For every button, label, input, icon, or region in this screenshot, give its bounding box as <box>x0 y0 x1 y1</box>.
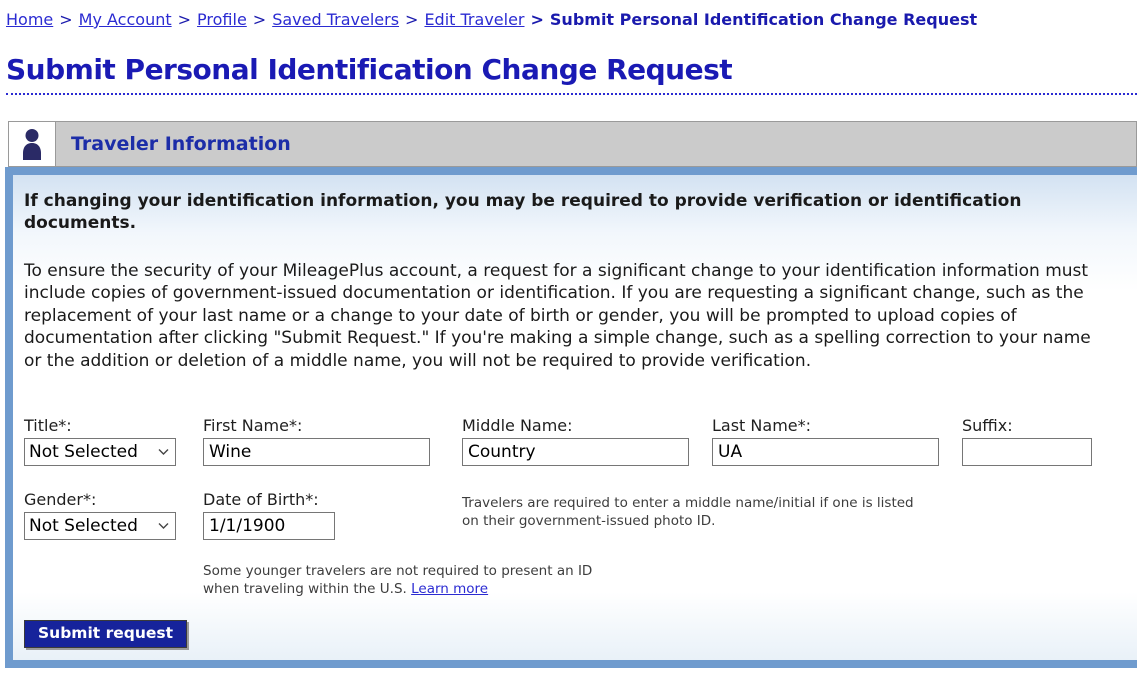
suffix-field-group <box>962 416 1094 466</box>
traveler-information-panel <box>5 167 1137 668</box>
breadcrumb-link-edit-traveler[interactable]: Edit Traveler <box>424 10 525 29</box>
verification-warning-text: If changing your identification information, you may be required to provide verification or identification documents. <box>24 191 1022 234</box>
breadcrumb-link-home[interactable]: Home <box>6 10 54 29</box>
breadcrumb-link-profile[interactable]: Profile <box>197 10 247 29</box>
last-name-label: Last Name*: <box>712 416 812 436</box>
title-field-group <box>24 416 203 466</box>
suffix-input[interactable] <box>962 438 1092 466</box>
younger-travelers-note-text: Some younger travelers are not required to present an ID when traveling within the U.S. <box>203 563 593 598</box>
section-header-bar <box>56 121 1137 167</box>
last-name-input[interactable] <box>712 438 939 466</box>
breadcrumb-separator: > <box>530 10 544 29</box>
gender-select-wrap <box>24 512 176 540</box>
breadcrumb-separator: > <box>252 10 267 29</box>
page-title: Submit Personal Identification Change Request <box>6 53 1137 95</box>
breadcrumb-link-saved-travelers[interactable]: Saved Travelers <box>272 10 400 29</box>
breadcrumb-separator: > <box>59 10 73 29</box>
middle-name-note: Travelers are required to enter a middle name/initial if one is listed on their government-issued photo ID. <box>462 495 914 530</box>
breadcrumb-current: Submit Personal Identification Change Request <box>549 10 978 29</box>
first-name-input[interactable] <box>203 438 430 466</box>
middle-name-input[interactable] <box>462 438 689 466</box>
title-select[interactable] <box>24 438 176 466</box>
security-explanation-text: To ensure the security of your MileagePlus account, a request for a significant change to your identification information must include copies of government-issued documentation or identification. If you are requesting a significant change, such as the replacement of your last name or a change to your date of birth or gender, you will be prompted to upload copies of documentation after clicking "Submit Request." If you're making a simple change, such as a spelling correction to your name or the addition or deletion of a middle name, you will not be required to provide verification. <box>24 260 1091 371</box>
first-name-label: First Name*: <box>203 416 303 436</box>
middle-name-field-group <box>462 416 712 466</box>
breadcrumb-separator: > <box>177 10 192 29</box>
submit-request-button[interactable]: Submit request <box>24 620 187 648</box>
breadcrumb <box>0 8 1137 29</box>
younger-travelers-note <box>203 562 603 598</box>
gender-field-group <box>24 490 203 540</box>
middle-name-label: Middle Name: <box>462 416 573 436</box>
title-select-wrap <box>24 438 176 466</box>
person-icon <box>8 121 56 167</box>
dob-input[interactable] <box>203 512 335 540</box>
traveler-information-header <box>8 121 1137 167</box>
first-name-field-group <box>203 416 462 466</box>
section-title: Traveler Information <box>71 133 291 155</box>
breadcrumb-separator: > <box>405 10 419 29</box>
learn-more-link[interactable]: Learn more <box>411 581 489 598</box>
breadcrumb-link-my-account[interactable]: My Account <box>78 10 172 29</box>
suffix-label: Suffix: <box>962 416 1013 436</box>
name-fields-row <box>24 416 1115 466</box>
title-label: Title*: <box>24 416 72 436</box>
middle-name-note-group <box>462 490 932 540</box>
gender-dob-row <box>24 490 1115 540</box>
dob-label: Date of Birth*: <box>203 490 319 510</box>
gender-select[interactable] <box>24 512 176 540</box>
last-name-field-group <box>712 416 962 466</box>
gender-label: Gender*: <box>24 490 97 510</box>
dob-field-group <box>203 490 462 540</box>
